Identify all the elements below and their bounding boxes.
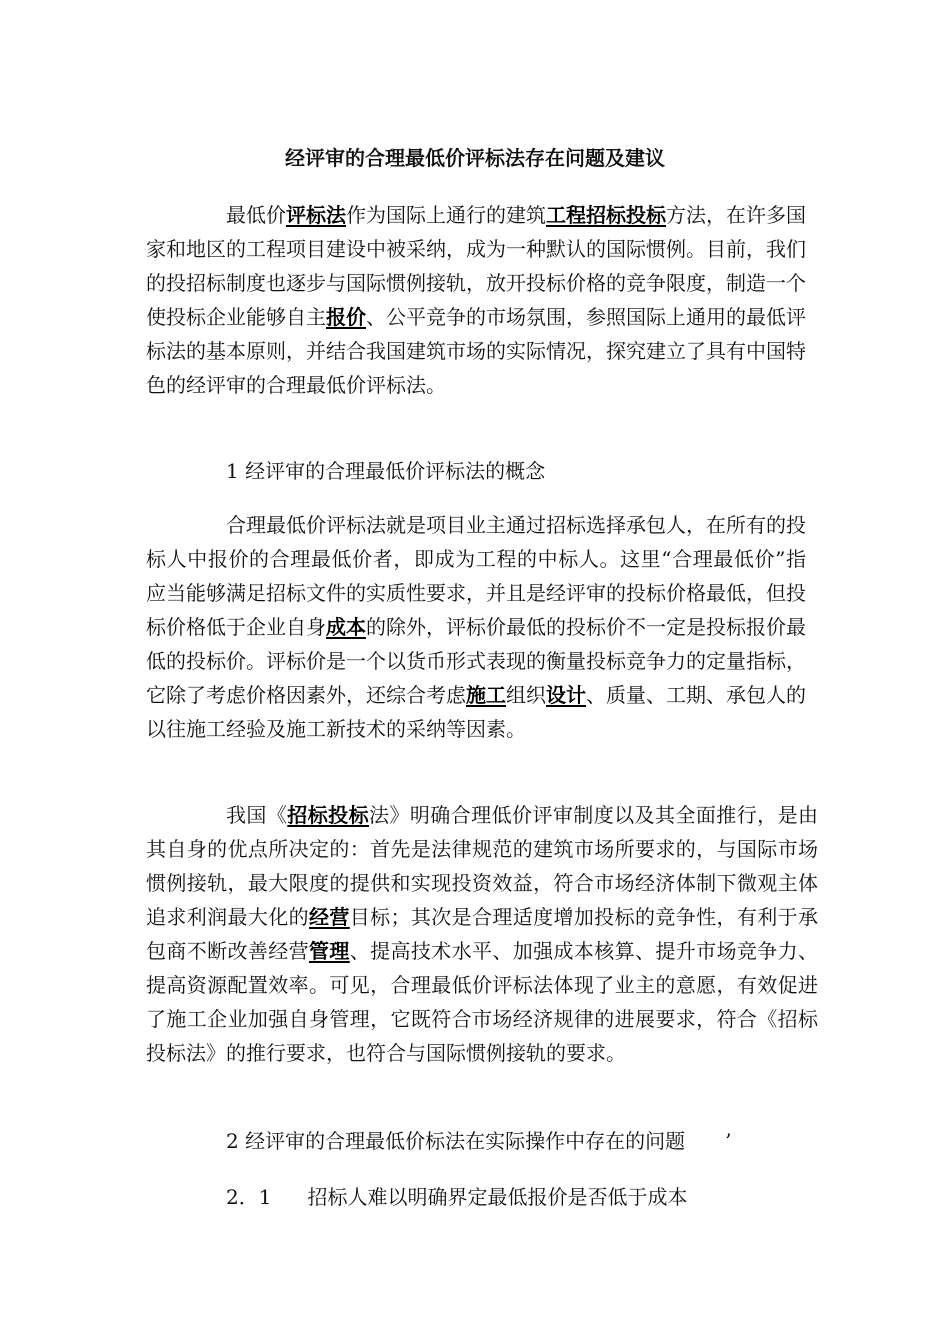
text-run: 的除外，评标价最低的投标价不一定是投标报价最低的投标价。评标价是一个以货币形式表现的衡量投标竞争力的定量指标，它除了考虑价格因素外，还综合考虑 <box>146 615 806 707</box>
section-heading-2-text: 2 经评审的合理最低价标法在实际操作中存在的问题 <box>226 1129 686 1153</box>
keyword-link[interactable]: 工程招标投标 <box>546 203 666 227</box>
text-run: 、公平竞争的市场氛围，参照国际上通用的最低评标法的基本原则，并结合我国建筑市场的实际情况，探究建立了具有中国特色的经评审的合理最低价评标法。 <box>146 305 806 397</box>
keyword-link[interactable]: 招标投标 <box>287 803 370 827</box>
subsection-number: 2．1 <box>226 1185 272 1209</box>
keyword-link[interactable]: 管理 <box>309 939 350 963</box>
keyword-link[interactable]: 施工 <box>466 683 506 707</box>
text-run: 组织 <box>506 683 546 707</box>
text-run: 目标；其次是合理适度增加投标的竞争性，有利于承包商不断改善经营 <box>146 905 818 963</box>
keyword-link[interactable]: 设计 <box>546 683 586 707</box>
paragraph-advantages <box>146 798 818 1070</box>
document-title: 经评审的合理最低价评标法存在问题及建议 <box>285 146 665 170</box>
text-run: 法》明确合理低价评审制度以及其全面推行，是由其自身的优点所决定的：首先是法律规范的建筑市场所要求的，与国际市场惯例接轨，最大限度的提供和实现投资效益，符合市场经济体制下微观主体追求利润最大化的 <box>146 803 819 929</box>
text-run: 最低价 <box>226 203 286 227</box>
section-heading-1: 1 经评审的合理最低价评标法的概念 <box>226 459 546 483</box>
text-run: 、质量、工期、承包人的以往施工经验及施工新技术的采纳等因素。 <box>146 683 806 741</box>
keyword-link[interactable]: 经营 <box>309 905 350 929</box>
paragraph-intro <box>146 198 806 402</box>
text-run: 、提高技术水平、加强成本核算、提升市场竞争力、提高资源配置效率。可见，合理最低价评标法体现了业主的意愿，有效促进了施工企业加强自身管理，它既符合市场经济规律的进展要求，符合《招标投标法》的推行要求，也符合与国际惯例接轨的要求。 <box>146 939 818 1065</box>
subsection-title: 招标人难以明确界定最低报价是否低于成本 <box>307 1185 688 1209</box>
text-run: 作为国际上通行的建筑 <box>346 203 546 227</box>
keyword-link[interactable]: 评标法 <box>286 203 346 227</box>
keyword-link[interactable]: 报价 <box>326 305 366 329</box>
section-heading-2 <box>226 1124 731 1158</box>
subsection-heading-2-1 <box>226 1180 687 1214</box>
stray-mark: ’ <box>725 1129 732 1153</box>
paragraph-concept <box>146 508 806 746</box>
text-run: 我国《 <box>226 803 288 827</box>
text-run: 合理最低价评标法就是项目业主通过招标选择承包人，在所有的投标人中报价的合理最低价者，即成为工程的中标人。这里“合理最低价”指应当能够满足招标文件的实质性要求，并且是经评审的投标价格最低，但投标价格低于企业自身 <box>146 513 806 639</box>
keyword-link[interactable]: 成本 <box>326 615 366 639</box>
text-run: 方法，在许多国家和地区的工程项目建设中被采纳，成为一种默认的国际惯例。目前，我们的投招标制度也逐步与国际惯例接轨，放开投标价格的竞争限度，制造一个使投标企业能够自主 <box>146 203 806 329</box>
